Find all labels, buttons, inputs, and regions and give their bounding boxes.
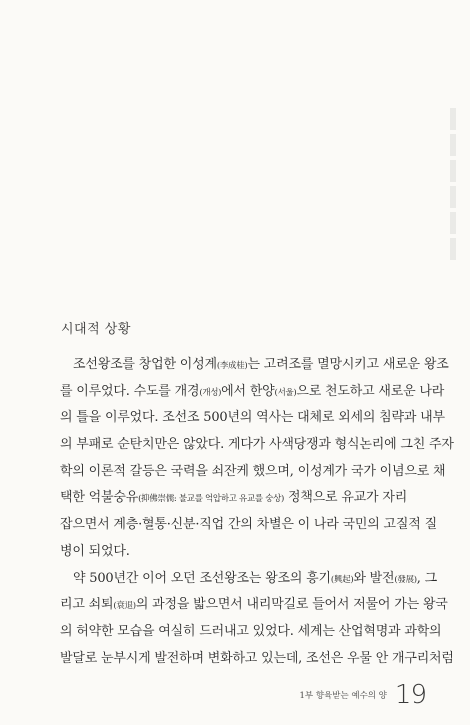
text-run: 의 틀을 이루었다. 조선조 500년의 역사는 대체로 외세의 침략과 내부 <box>60 410 445 426</box>
text-line <box>60 485 416 512</box>
gloss-annotation: (衰退) <box>113 601 136 612</box>
text-run: 와 발전 <box>353 570 395 586</box>
running-head: 1부 향육받는 예수의 양 <box>299 691 387 701</box>
gloss-annotation: (개성) <box>199 387 222 398</box>
text-line <box>60 646 454 673</box>
gloss-annotation: (興起) <box>330 574 354 585</box>
text-run: , 그 <box>416 570 438 586</box>
gloss-annotation: (李成桂) <box>216 361 248 371</box>
text-line <box>60 379 445 406</box>
gloss-annotation: (發展) <box>394 574 417 585</box>
gloss-annotation: (서울) <box>274 387 297 398</box>
text-run: 리고 쇠퇴 <box>60 597 114 613</box>
text-run: 잡으면서 계층·혈통·신분·직업 간의 차별은 이 나라 국민의 고질적 질 <box>60 517 437 533</box>
text-run: 에서 한양 <box>221 383 275 399</box>
gloss-annotation: (抑佛崇儒: 불교를 억압하고 유교를 숭상) <box>138 494 285 505</box>
text-line <box>60 619 442 646</box>
text-run: 택한 억불숭유 <box>60 490 139 506</box>
paragraph-2 <box>60 566 454 673</box>
paragraph-1 <box>60 352 454 566</box>
text-run: 를 이루었다. 수도를 개경 <box>60 383 200 399</box>
text-run: 는 고려조를 멸망시키고 새로운 왕조 <box>247 357 449 372</box>
section-heading: 시대적 상황 <box>61 322 131 337</box>
show-through-marks <box>426 108 456 278</box>
page-footer <box>299 680 426 710</box>
page-number: 19 <box>394 680 426 710</box>
text-run: 의 부패로 순탄치만은 않았다. 게다가 사색당쟁과 형식논리에 그친 주자 <box>60 437 454 453</box>
text-line <box>60 432 454 459</box>
text-run: 병이 되었다. <box>60 543 130 559</box>
text-run: 발달로 눈부시게 발전하며 변화하고 있는데, 조선은 우물 안 개구리처럼 <box>60 650 454 666</box>
text-line <box>60 592 448 619</box>
text-line <box>60 539 416 566</box>
text-run: 학의 이론적 갈등은 국력을 쇠잔케 했으며, 이성계가 국가 이념으로 채 <box>60 463 446 479</box>
text-line <box>60 459 446 486</box>
text-line <box>60 566 438 593</box>
text-run: 으로 천도하고 새로운 나라 <box>296 383 445 399</box>
body-text <box>60 352 454 672</box>
text-line <box>60 405 445 432</box>
text-line <box>60 512 437 539</box>
text-run: 약 500년간 이어 오던 조선왕조는 왕조의 흥기 <box>73 570 331 586</box>
text-run: 정책으로 유교가 자리 <box>284 490 408 506</box>
text-run: 의 과정을 밟으면서 내리막길로 들어서 저물어 가는 왕국 <box>135 597 448 613</box>
text-run: 의 허약한 모습을 여실히 드러내고 있었다. 세계는 산업혁명과 과학의 <box>60 623 442 639</box>
text-run: 조선왕조를 창업한 이성계 <box>73 357 217 372</box>
text-line <box>60 352 449 379</box>
